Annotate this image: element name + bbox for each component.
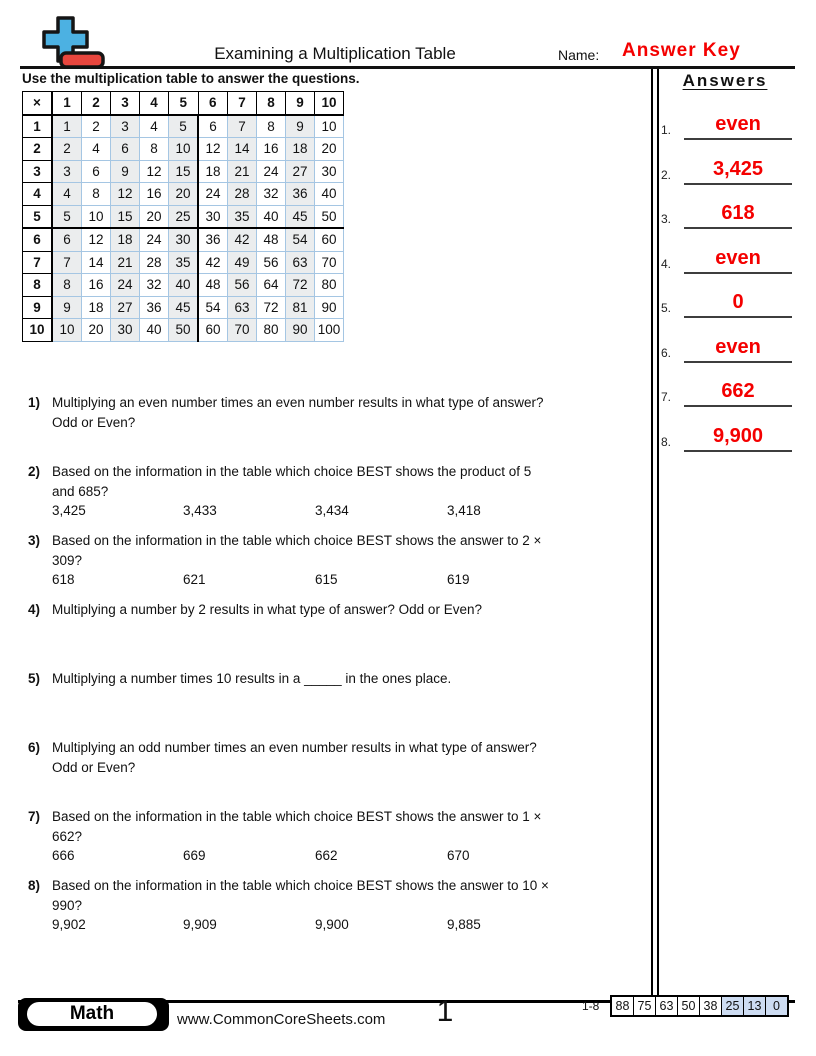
answer-value: even [715, 247, 761, 269]
answer-choice: 3,425 [52, 503, 86, 518]
answer-number: 3. [661, 212, 672, 226]
page-title: Examining a Multiplication Table [214, 44, 456, 63]
table-product-cell: 36 [198, 228, 228, 251]
question-number: 7) [28, 809, 41, 824]
score-range-label: 1-8 [582, 999, 600, 1013]
table-product-cell: 28 [228, 183, 257, 206]
table-product-cell: 50 [169, 319, 199, 342]
answer-number: 7. [661, 390, 672, 404]
answer-number: 2. [661, 168, 672, 182]
table-product-cell: 9 [111, 160, 140, 183]
table-product-cell: 7 [52, 251, 82, 274]
question-number: 5) [28, 671, 41, 686]
table-product-cell: 50 [315, 205, 344, 228]
answer-number: 8. [661, 435, 672, 449]
table-product-cell: 16 [257, 138, 286, 161]
table-product-cell: 30 [315, 160, 344, 183]
table-product-cell: 7 [228, 115, 257, 138]
table-product-cell: 27 [286, 160, 315, 183]
table-product-cell: 63 [286, 251, 315, 274]
table-product-cell: 18 [286, 138, 315, 161]
table-product-cell: 24 [140, 228, 169, 251]
answer-item [657, 240, 793, 274]
table-product-cell: 12 [111, 183, 140, 206]
table-product-cell: 14 [82, 251, 111, 274]
table-product-cell: 20 [82, 319, 111, 342]
table-product-cell: 20 [315, 138, 344, 161]
table-row-header: 6 [23, 228, 53, 251]
question-text [52, 807, 642, 846]
answer-key-label: Answer Key [622, 40, 741, 61]
question-item [28, 669, 642, 689]
answer-value: even [715, 336, 761, 358]
score-cell: 50 [677, 997, 699, 1015]
table-product-cell: 2 [52, 138, 82, 161]
table-product-cell: 2 [82, 115, 111, 138]
question-text-line: 662? [52, 828, 83, 844]
table-product-cell: 3 [52, 160, 82, 183]
answers-panel-title: Answers [682, 71, 768, 90]
table-product-cell: 16 [140, 183, 169, 206]
table-product-cell: 5 [169, 115, 199, 138]
table-product-cell: 27 [111, 296, 140, 319]
table-product-cell: 8 [82, 183, 111, 206]
table-col-header: 8 [257, 92, 286, 115]
table-product-cell: 36 [286, 183, 315, 206]
table-product-cell: 28 [140, 251, 169, 274]
question-text-line: Based on the information in the table which choice BEST shows the answer to 10 × [52, 878, 549, 893]
score-cell: 13 [743, 997, 765, 1015]
question-text-line: Multiplying a number by 2 results in what type of answer? Odd or Even? [52, 602, 482, 617]
table-product-cell: 9 [52, 296, 82, 319]
table-product-cell: 60 [198, 319, 228, 342]
question-text-line: 990? [52, 897, 83, 913]
answer-item [657, 106, 793, 140]
question-number: 8) [28, 878, 41, 893]
question-item [28, 600, 642, 620]
plus-minus-math-logo-icon [36, 14, 106, 72]
answer-choice: 9,900 [315, 917, 349, 932]
answer-item [657, 418, 793, 452]
question-text-line: 309? [52, 552, 83, 568]
answer-choice: 3,418 [447, 503, 481, 518]
table-product-cell: 21 [228, 160, 257, 183]
table-product-cell: 24 [198, 183, 228, 206]
answer-blank-line [684, 138, 792, 140]
multiplication-table [22, 91, 344, 342]
answer-value: 9,900 [712, 425, 764, 447]
table-product-cell: 18 [111, 228, 140, 251]
table-product-cell: 18 [198, 160, 228, 183]
table-product-cell: 15 [111, 205, 140, 228]
table-product-cell: 5 [52, 205, 82, 228]
question-text-line: Odd or Even? [52, 759, 136, 775]
answer-item [657, 329, 793, 363]
table-product-cell: 70 [315, 251, 344, 274]
table-product-cell: 56 [228, 274, 257, 297]
table-product-cell: 72 [286, 274, 315, 297]
answer-item [657, 151, 793, 185]
website-text: www.CommonCoreSheets.com [177, 1011, 386, 1028]
score-cell: 38 [699, 997, 721, 1015]
table-product-cell: 4 [52, 183, 82, 206]
table-product-cell: 35 [169, 251, 199, 274]
table-product-cell: 90 [315, 296, 344, 319]
answer-blank-line [684, 450, 792, 452]
table-product-cell: 20 [140, 205, 169, 228]
table-row-header: 10 [23, 319, 53, 342]
table-product-cell: 56 [257, 251, 286, 274]
answer-blank-line [684, 227, 792, 229]
table-product-cell: 6 [198, 115, 228, 138]
table-product-cell: 10 [315, 115, 344, 138]
answer-number: 4. [661, 257, 672, 271]
answer-choice: 9,885 [447, 917, 481, 932]
table-product-cell: 21 [111, 251, 140, 274]
answer-choice: 3,433 [183, 503, 217, 518]
table-product-cell: 24 [111, 274, 140, 297]
answer-choice: 669 [183, 848, 206, 863]
answer-choice: 670 [447, 848, 470, 863]
table-product-cell: 63 [228, 296, 257, 319]
table-product-cell: 6 [52, 228, 82, 251]
table-product-cell: 40 [257, 205, 286, 228]
question-text-line: Based on the information in the table which choice BEST shows the answer to 2 × [52, 533, 542, 548]
table-product-cell: 30 [169, 228, 199, 251]
table-product-cell: 40 [140, 319, 169, 342]
table-corner-cell: × [23, 92, 53, 115]
table-product-cell: 8 [52, 274, 82, 297]
table-product-cell: 42 [228, 228, 257, 251]
answer-choice: 621 [183, 572, 206, 587]
table-product-cell: 36 [140, 296, 169, 319]
answer-value: even [715, 113, 761, 135]
question-text [52, 531, 642, 570]
table-product-cell: 6 [111, 138, 140, 161]
question-text-line: Multiplying a number times 10 results in a _____ in the ones place. [52, 671, 452, 686]
answer-blank-line [684, 361, 792, 363]
answer-choice: 615 [315, 572, 338, 587]
table-product-cell: 81 [286, 296, 315, 319]
score-cell: 75 [633, 997, 655, 1015]
table-product-cell: 10 [52, 319, 82, 342]
table-row-header: 4 [23, 183, 53, 206]
table-col-header: 2 [82, 92, 111, 115]
answer-choice: 619 [447, 572, 470, 587]
answer-choices [52, 501, 642, 521]
question-item [28, 876, 642, 935]
answer-item [657, 284, 793, 318]
question-number: 1) [28, 395, 41, 410]
table-product-cell: 90 [286, 319, 315, 342]
table-product-cell: 40 [169, 274, 199, 297]
answer-choices [52, 570, 642, 590]
table-product-cell: 15 [169, 160, 199, 183]
answer-number: 1. [661, 123, 672, 137]
answer-blank-line [684, 405, 792, 407]
header-divider [20, 66, 795, 69]
table-col-header: 10 [315, 92, 344, 115]
answer-value: 662 [721, 380, 755, 402]
question-number: 6) [28, 740, 41, 755]
table-product-cell: 80 [315, 274, 344, 297]
table-col-header: 6 [198, 92, 228, 115]
question-text [52, 876, 642, 915]
table-col-header: 5 [169, 92, 199, 115]
table-product-cell: 42 [198, 251, 228, 274]
table-product-cell: 35 [228, 205, 257, 228]
table-col-header: 7 [228, 92, 257, 115]
table-product-cell: 60 [315, 228, 344, 251]
table-product-cell: 12 [82, 228, 111, 251]
score-cell: 25 [721, 997, 743, 1015]
question-item [28, 807, 642, 866]
subject-badge [18, 998, 169, 1031]
table-product-cell: 30 [198, 205, 228, 228]
table-product-cell: 12 [198, 138, 228, 161]
table-row-header: 7 [23, 251, 53, 274]
score-cell: 88 [615, 999, 630, 1013]
question-text-line: Based on the information in the table which choice BEST shows the product of 5 [52, 464, 532, 479]
score-cell: 0 [765, 997, 787, 1015]
table-row-header: 1 [23, 115, 53, 138]
question-text [52, 600, 642, 620]
table-product-cell: 10 [169, 138, 199, 161]
table-product-cell: 48 [257, 228, 286, 251]
name-label: Name: [558, 47, 600, 63]
table-product-cell: 54 [198, 296, 228, 319]
table-product-cell: 45 [286, 205, 315, 228]
table-col-header: 9 [286, 92, 315, 115]
question-item [28, 531, 642, 590]
table-row-header: 3 [23, 160, 53, 183]
table-product-cell: 1 [52, 115, 82, 138]
table-product-cell: 4 [82, 138, 111, 161]
table-product-cell: 30 [111, 319, 140, 342]
question-text-line: and 685? [52, 483, 109, 499]
table-product-cell: 48 [198, 274, 228, 297]
table-product-cell: 40 [315, 183, 344, 206]
table-product-cell: 25 [169, 205, 199, 228]
table-product-cell: 32 [140, 274, 169, 297]
answer-blank-line [684, 272, 792, 274]
question-number: 4) [28, 602, 41, 617]
question-item [28, 738, 642, 777]
table-product-cell: 6 [82, 160, 111, 183]
table-product-cell: 8 [257, 115, 286, 138]
question-text [52, 738, 642, 777]
answer-item [657, 373, 793, 407]
question-item [28, 393, 642, 432]
table-product-cell: 10 [82, 205, 111, 228]
question-text-line: Multiplying an even number times an even number results in what type of answer? [52, 395, 544, 410]
answer-choice: 662 [315, 848, 338, 863]
question-number: 2) [28, 464, 41, 479]
answer-blank-line [684, 183, 792, 185]
question-text [52, 462, 642, 501]
answer-choices [52, 915, 642, 935]
question-number: 3) [28, 533, 41, 548]
answer-item [657, 195, 793, 229]
table-product-cell: 4 [140, 115, 169, 138]
table-product-cell: 49 [228, 251, 257, 274]
question-text-line: Based on the information in the table which choice BEST shows the answer to 1 × [52, 809, 542, 824]
table-product-cell: 32 [257, 183, 286, 206]
answer-number: 6. [661, 346, 672, 360]
table-row-header: 5 [23, 205, 53, 228]
table-col-header: 3 [111, 92, 140, 115]
table-product-cell: 70 [228, 319, 257, 342]
answer-choice: 618 [52, 572, 75, 587]
table-product-cell: 72 [257, 296, 286, 319]
table-row-header: 8 [23, 274, 53, 297]
table-col-header: 4 [140, 92, 169, 115]
table-product-cell: 9 [286, 115, 315, 138]
question-text-line: Multiplying an odd number times an even number results in what type of answer? [52, 740, 537, 755]
table-product-cell: 3 [111, 115, 140, 138]
table-product-cell: 45 [169, 296, 199, 319]
question-text-line: Odd or Even? [52, 414, 136, 430]
table-product-cell: 64 [257, 274, 286, 297]
page-number: 1 [436, 995, 454, 1028]
table-row-header: 2 [23, 138, 53, 161]
table-product-cell: 14 [228, 138, 257, 161]
table-product-cell: 12 [140, 160, 169, 183]
table-product-cell: 80 [257, 319, 286, 342]
answer-value: 618 [721, 202, 755, 224]
answer-choice: 3,434 [315, 503, 349, 518]
table-product-cell: 16 [82, 274, 111, 297]
score-cell: 63 [655, 997, 677, 1015]
answer-blank-line [684, 316, 792, 318]
answer-number: 5. [661, 301, 672, 315]
table-row-header: 9 [23, 296, 53, 319]
instruction-text: Use the multiplication table to answer the questions. [22, 71, 360, 86]
table-product-cell: 20 [169, 183, 199, 206]
answer-choice: 9,902 [52, 917, 86, 932]
subject-label: Math [27, 1002, 157, 1026]
question-text [52, 393, 642, 432]
question-text [52, 669, 642, 689]
answer-choices [52, 846, 642, 866]
table-col-header: 1 [52, 92, 82, 115]
answer-choice: 666 [52, 848, 75, 863]
question-item [28, 462, 642, 521]
table-product-cell: 8 [140, 138, 169, 161]
answer-choice: 9,909 [183, 917, 217, 932]
table-product-cell: 100 [315, 319, 344, 342]
score-strip [610, 995, 789, 1017]
table-product-cell: 54 [286, 228, 315, 251]
answer-value: 3,425 [712, 158, 764, 180]
table-product-cell: 18 [82, 296, 111, 319]
answer-value: 0 [732, 291, 744, 313]
table-product-cell: 24 [257, 160, 286, 183]
